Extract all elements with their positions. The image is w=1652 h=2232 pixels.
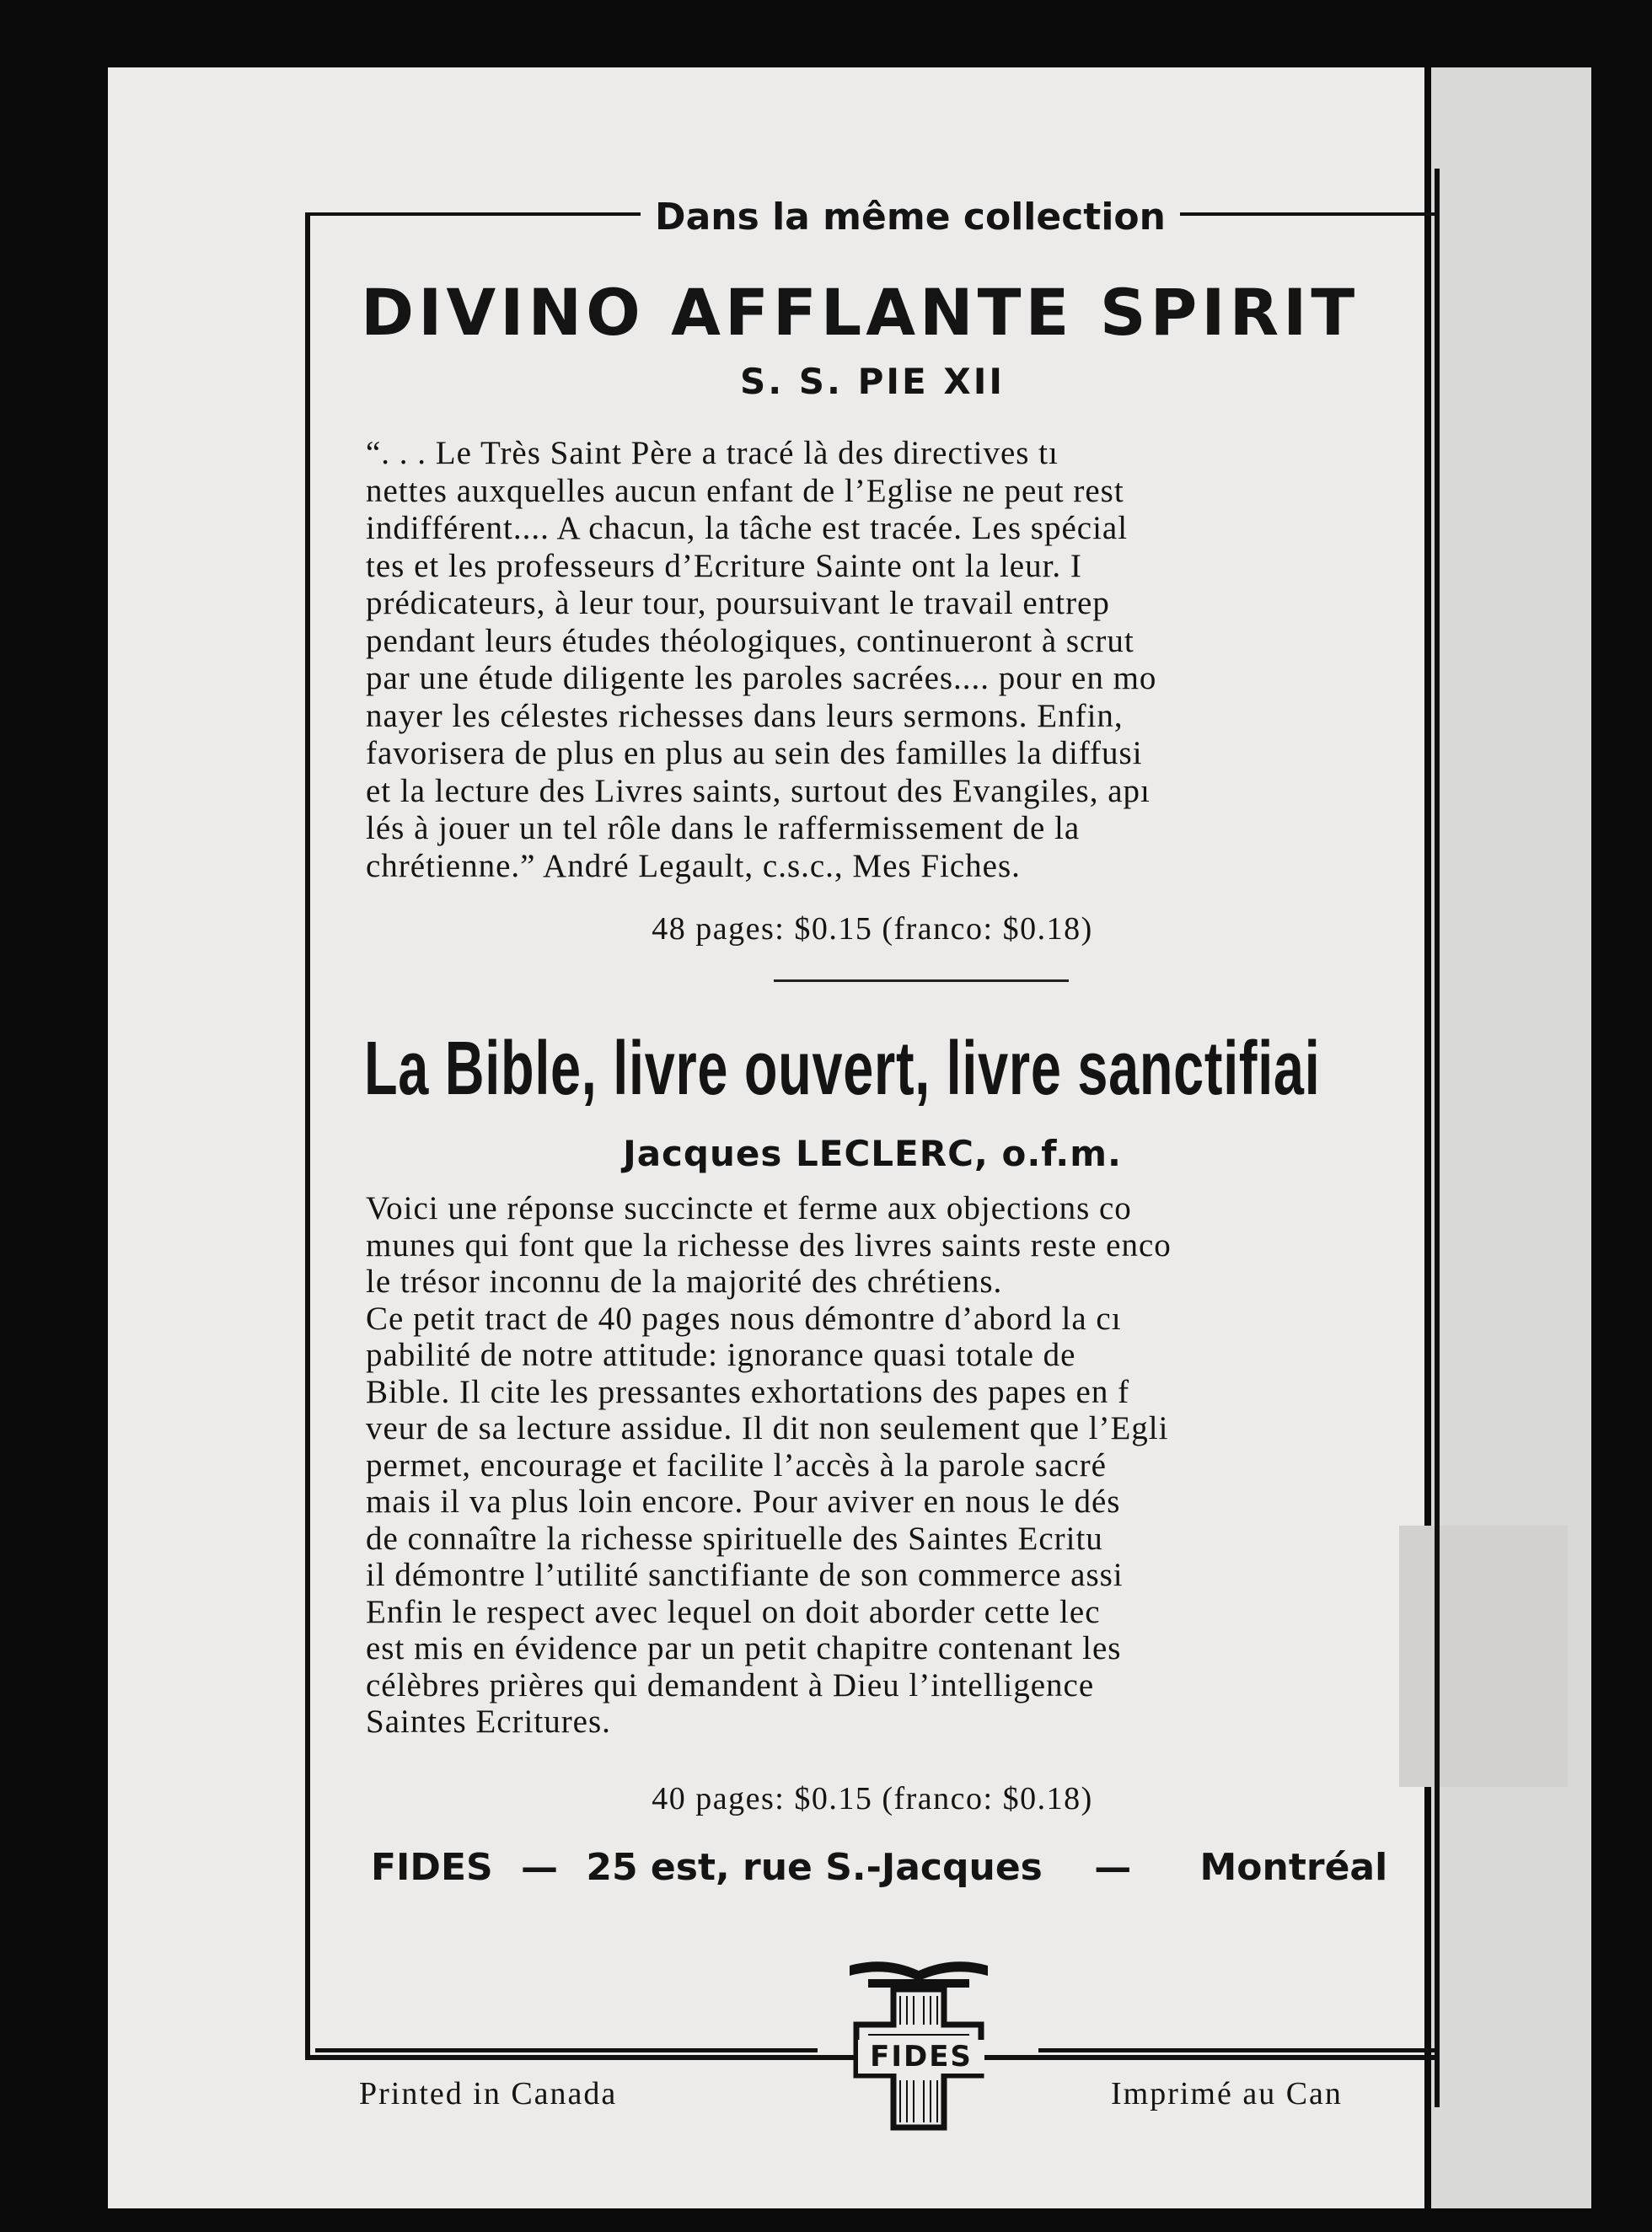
quote-line: lés à jouer un tel rôle dans le raffermissement de la: [366, 810, 1081, 846]
quote-line: nettes auxquelles aucun enfant de l’Eglise ne peut rest: [366, 472, 1124, 509]
collection-heading: Dans la même collection: [641, 192, 1180, 243]
book2-author: Jacques LECLERC, o.f.m.: [623, 1133, 1122, 1174]
quote-line: et la lecture des Livres saints, surtout des Evangiles, apı: [366, 772, 1150, 809]
bottom-rule-left: [315, 2048, 818, 2052]
printed-in-canada: Printed in Canada: [359, 2076, 618, 2111]
description-line: permet, encourage et facilite l’accès à la parole sacré: [366, 1446, 1107, 1484]
quote-line: par une étude diligente les paroles sacrées.... pour en mo: [366, 660, 1157, 696]
description-line: pabilité de notre attitude: ignorance quasi totale de: [366, 1337, 1076, 1373]
bottom-rule-right: [1038, 2048, 1435, 2052]
quote-line: tes et les professeurs d’Ecriture Sainte ont la leur. I: [366, 547, 1082, 584]
description-line: célèbres prières qui demandent à Dieu l’intelligence: [366, 1666, 1095, 1704]
quote-line: favorisera de plus en plus au sein des familles la diffusi: [366, 735, 1143, 771]
catalog-content: [310, 253, 1435, 2057]
publisher-address: [371, 1846, 1387, 1889]
section-separator: [774, 979, 1069, 982]
description-line: Bible. Il cite les pressantes exhortations des papes en f: [366, 1373, 1130, 1410]
publisher-city: Montréal: [1199, 1846, 1388, 1889]
book2-description: [366, 1190, 1435, 1741]
book-spine-edge: [1424, 67, 1591, 2208]
quote-line: nayer les célestes richesses dans leurs sermons. Enfin,: [366, 697, 1124, 734]
book1-price: 48 pages: $0.15 (franco: $0.18): [652, 911, 1093, 947]
quote-line: “. . . Le Très Saint Père a tracé là des directives tı: [366, 435, 1059, 471]
quote-line: pendant leurs études théologiques, continueront à scrut: [366, 622, 1134, 659]
description-line: mais il va plus loin encore. Pour aviver en nous le dés: [366, 1484, 1121, 1520]
imprime-au-canada: Imprimé au Can: [1111, 2076, 1343, 2111]
address-dash: —: [521, 1846, 559, 1889]
book1-title: DIVINO AFFLANTE SPIRIT: [361, 275, 1360, 350]
book2-price: 40 pages: $0.15 (franco: $0.18): [652, 1781, 1093, 1816]
quote-line: chrétienne.” André Legault, c.s.c., Mes Fiches.: [366, 847, 1021, 884]
frame-top-rule-right: [1180, 212, 1435, 216]
description-line: Voici une réponse succincte et ferme aux objections co: [366, 1190, 1132, 1226]
publisher-street: 25 est, rue S.-Jacques: [586, 1846, 1043, 1889]
description-line: le trésor inconnu de la majorité des chrétiens.: [366, 1264, 1003, 1300]
quote-line: indifférent.... A chacun, la tâche est tracée. Les spécial: [366, 510, 1129, 546]
frame-top-rule-left: [305, 212, 641, 216]
address-dash: —: [1094, 1846, 1132, 1889]
book1-author: S. S. PIE XII: [739, 361, 1005, 402]
book2-title: La Bible, livre ouvert, livre sanctifiai: [364, 1027, 1321, 1111]
cover-edge-line: [1435, 169, 1440, 2107]
description-line: veur de sa lecture assidue. Il dit non seulement que l’Egli: [366, 1410, 1169, 1446]
description-line: Enfin le respect avec lequel on doit aborder cette lec: [366, 1593, 1101, 1630]
description-line: Ce petit tract de 40 pages nous démontre d’abord la cı: [366, 1300, 1122, 1337]
quote-line: prédicateurs, à leur tour, poursuivant le travail entrep: [366, 585, 1110, 621]
description-line: est mis en évidence par un petit chapitre contenant les: [366, 1630, 1122, 1666]
description-line: munes qui font que la richesse des livres saints reste enco: [366, 1226, 1172, 1264]
book1-review-quote: [366, 435, 1435, 885]
description-line: Saintes Ecritures.: [366, 1704, 611, 1740]
description-line: il démontre l’utilité sanctifiante de son commerce assi: [366, 1557, 1124, 1593]
fides-logo-label: FIDES: [858, 2040, 984, 2074]
description-line: de connaître la richesse spirituelle des Saintes Ecritu: [366, 1520, 1103, 1557]
publisher-name: FIDES: [371, 1846, 493, 1889]
